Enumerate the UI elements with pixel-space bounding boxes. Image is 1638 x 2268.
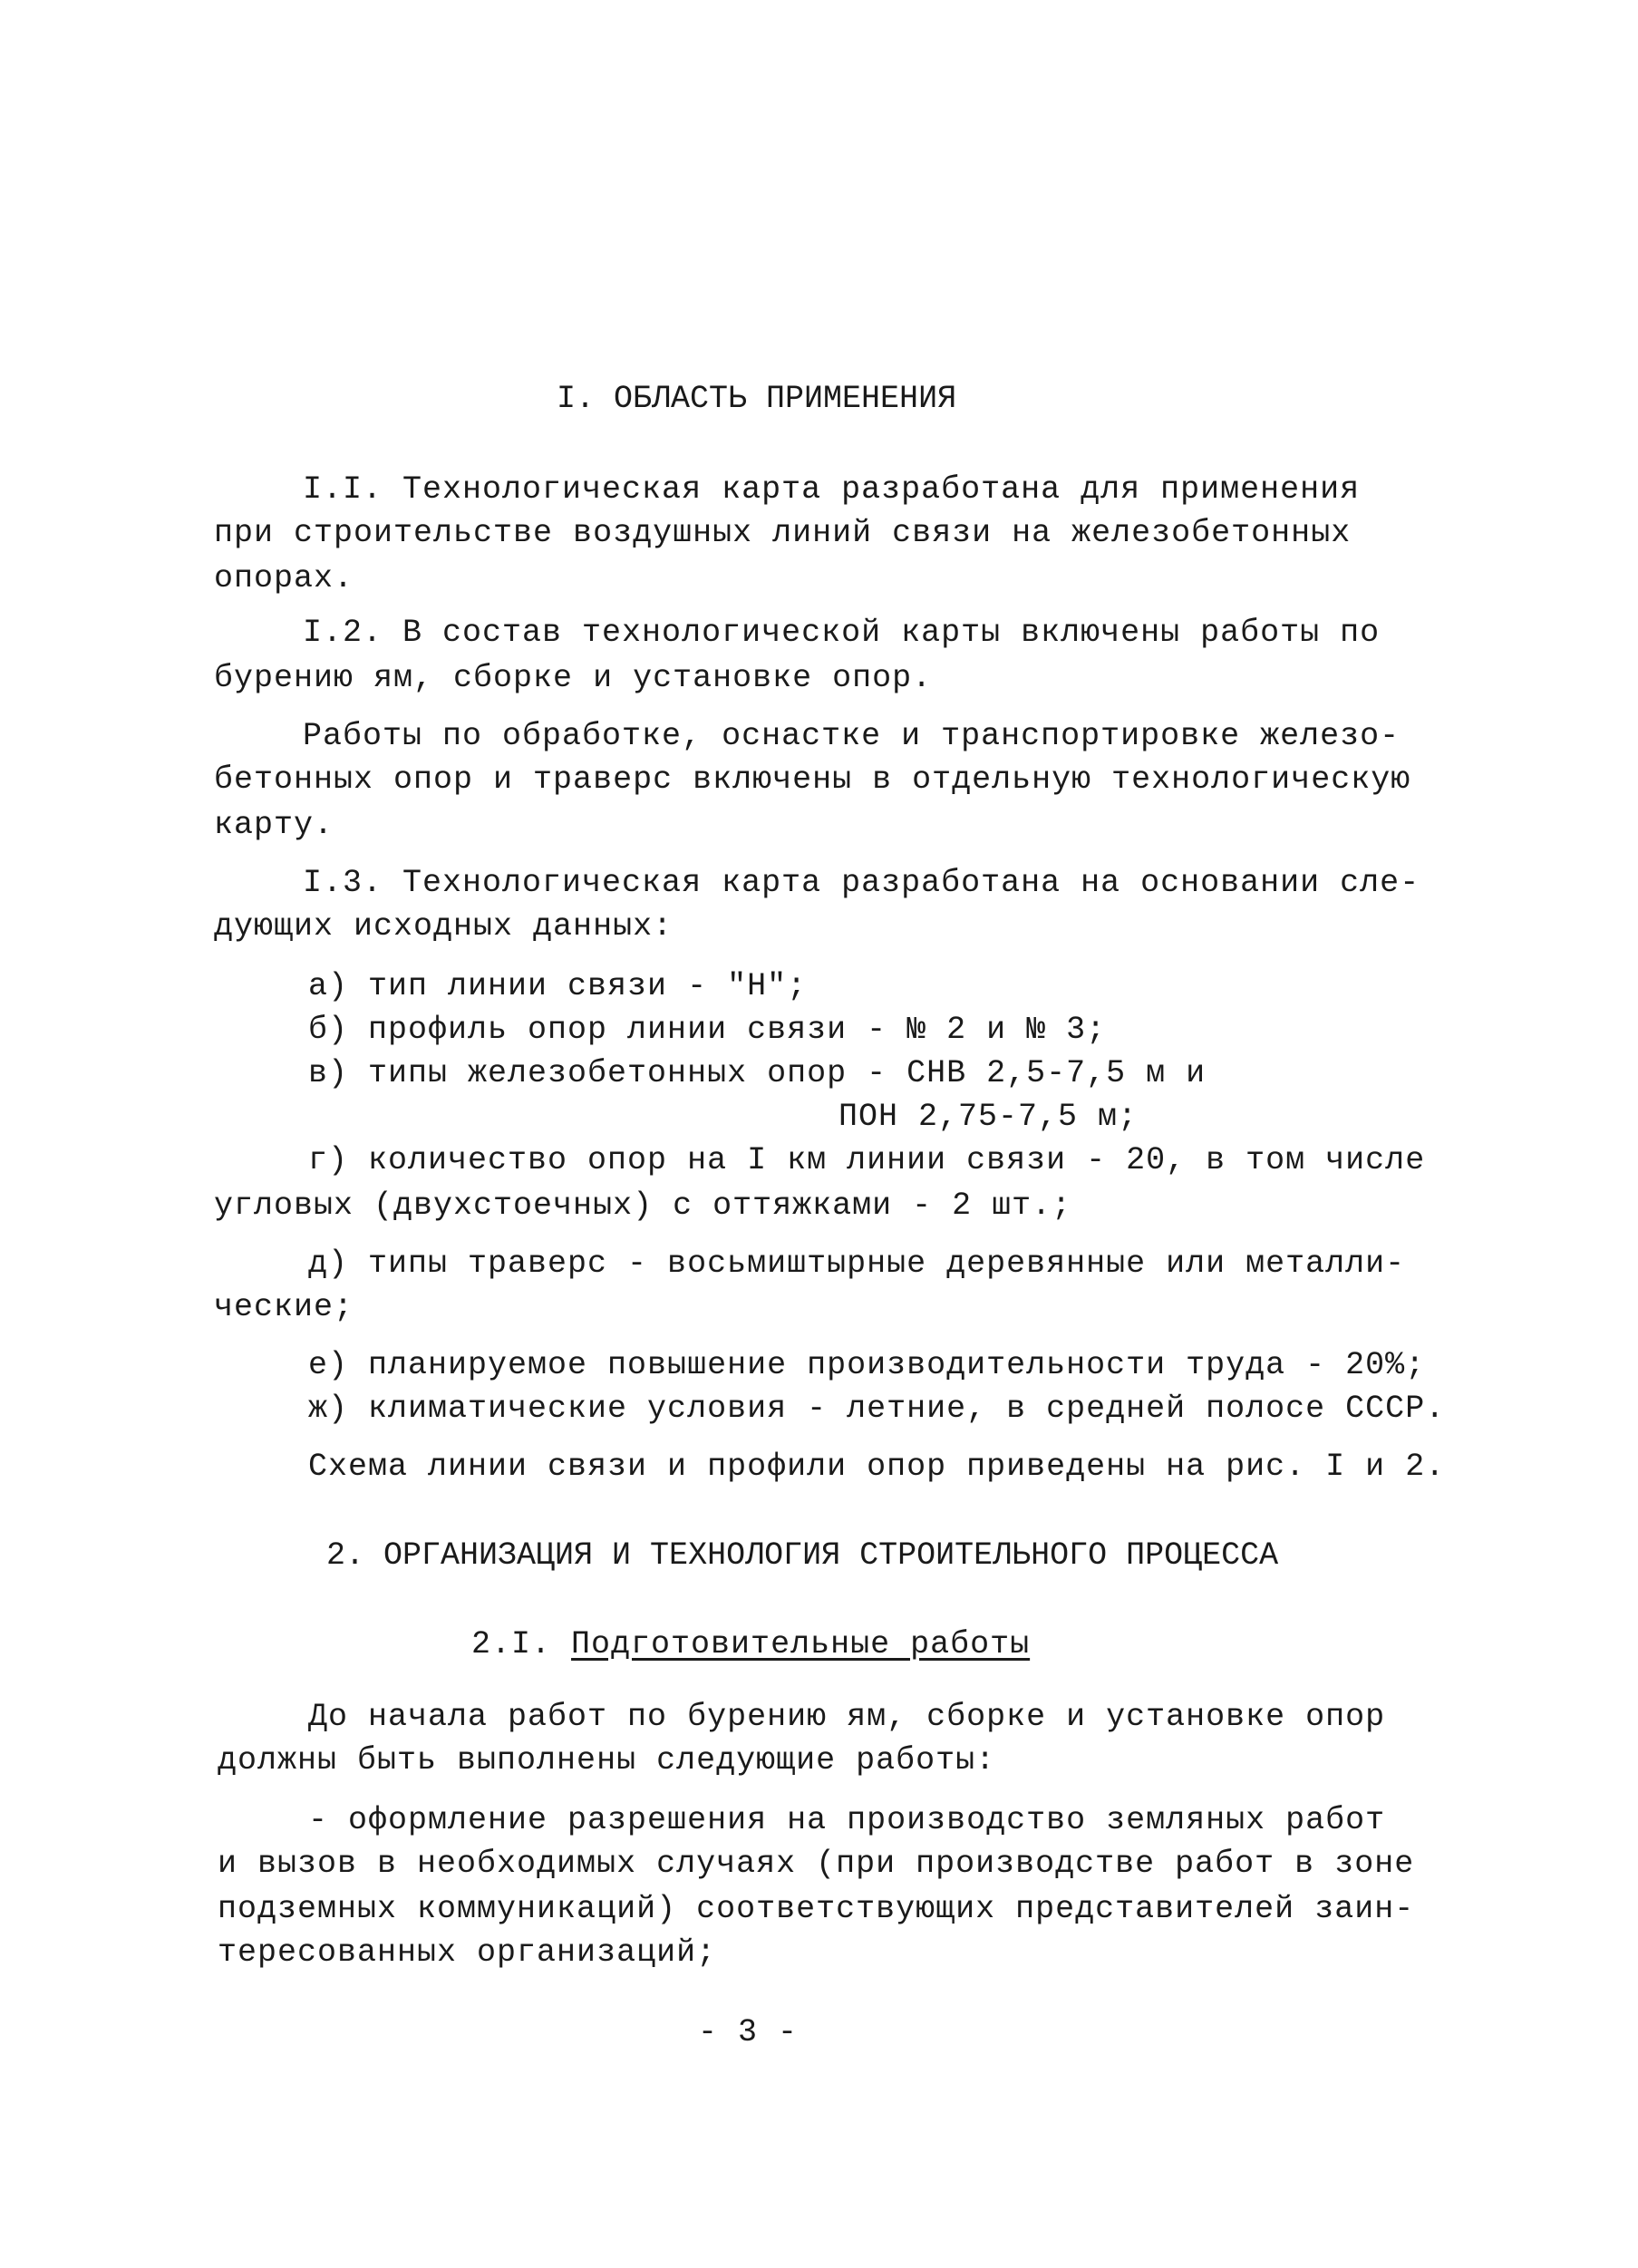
section-2-heading: 2. ОРГАНИЗАЦИЯ И ТЕХНОЛОГИЯ СТРОИТЕЛЬНОГО ПРОЦЕССА [326,1537,1279,1574]
paragraph-1-1-line-2: при строительстве воздушных линий связи на железобетонных [214,515,1352,551]
paragraph-1-1-line-1: I.I. Технологическая карта разработана для применения [303,471,1361,508]
schema-note: Схема линии связи и профили опор приведены на рис. I и 2. [308,1449,1446,1485]
list-item-g-line-1: г) количество опор на I км линии связи - 20, в том числе [308,1142,1426,1178]
paragraph-1-1-line-3: опорах. [214,560,354,596]
bullet-line-3: подземных коммуникаций) соответствующих представителей заин- [218,1891,1415,1927]
list-item-b: б) профиль опор линии связи - № 2 и № 3; [308,1012,1107,1048]
subsection-2-1-heading [471,1624,1030,1664]
paragraph-1-3-line-2: дующих исходных данных: [214,908,674,945]
bullet-line-4: тересованных организаций; [218,1934,717,1971]
paragraph-treatment-line-2: бетонных опор и траверс включены в отдельную технологическую [214,761,1411,798]
list-item-g-line-2: угловых (двухстоечных) с оттяжками - 2 шт.; [214,1187,1072,1224]
list-item-a: а) тип линии связи - "Н"; [308,968,808,1004]
list-item-d-line-1: д) типы траверс - восьмиштырные деревянные или металли- [308,1245,1406,1282]
paragraph-1-2-line-1: I.2. В состав технологической карты включены работы по [303,615,1381,651]
subsection-2-1-number: 2.I. [471,1626,552,1662]
list-item-d-line-2: ческие; [214,1289,354,1325]
bullet-line-2: и вызов в необходимых случаях (при производстве работ в зоне [218,1846,1415,1882]
paragraph-treatment-line-1: Работы по обработке, оснастке и транспортировке железо- [303,718,1401,754]
paragraph-1-3-line-1: I.3. Технологическая карта разработана на основании сле- [303,865,1420,901]
subsection-2-1-title: Подготовительные работы [571,1626,1031,1662]
intro-line-1: До начала работ по бурению ям, сборке и установке опор [308,1699,1386,1735]
page-number: - 3 - [698,2014,799,2050]
bullet-line-1: - оформление разрешения на производство земляных работ [308,1802,1386,1838]
list-item-zh: ж) климатические условия - летние, в средней полосе СССР. [308,1391,1446,1427]
list-item-e: е) планируемое повышение производительности труда - 20%; [308,1347,1426,1383]
paragraph-1-2-line-2: бурению ям, сборке и установке опор. [214,660,933,696]
intro-line-2: должны быть выполнены следующие работы: [218,1742,996,1779]
paragraph-treatment-line-3: карту. [214,807,334,843]
list-item-v-line-2: ПОН 2,75-7,5 м; [838,1099,1139,1135]
list-item-v-line-1: в) типы железобетонных опор - СНВ 2,5-7,5 м и [308,1055,1207,1091]
section-1-heading: I. ОБЛАСТЬ ПРИМЕНЕНИЯ [557,381,957,417]
